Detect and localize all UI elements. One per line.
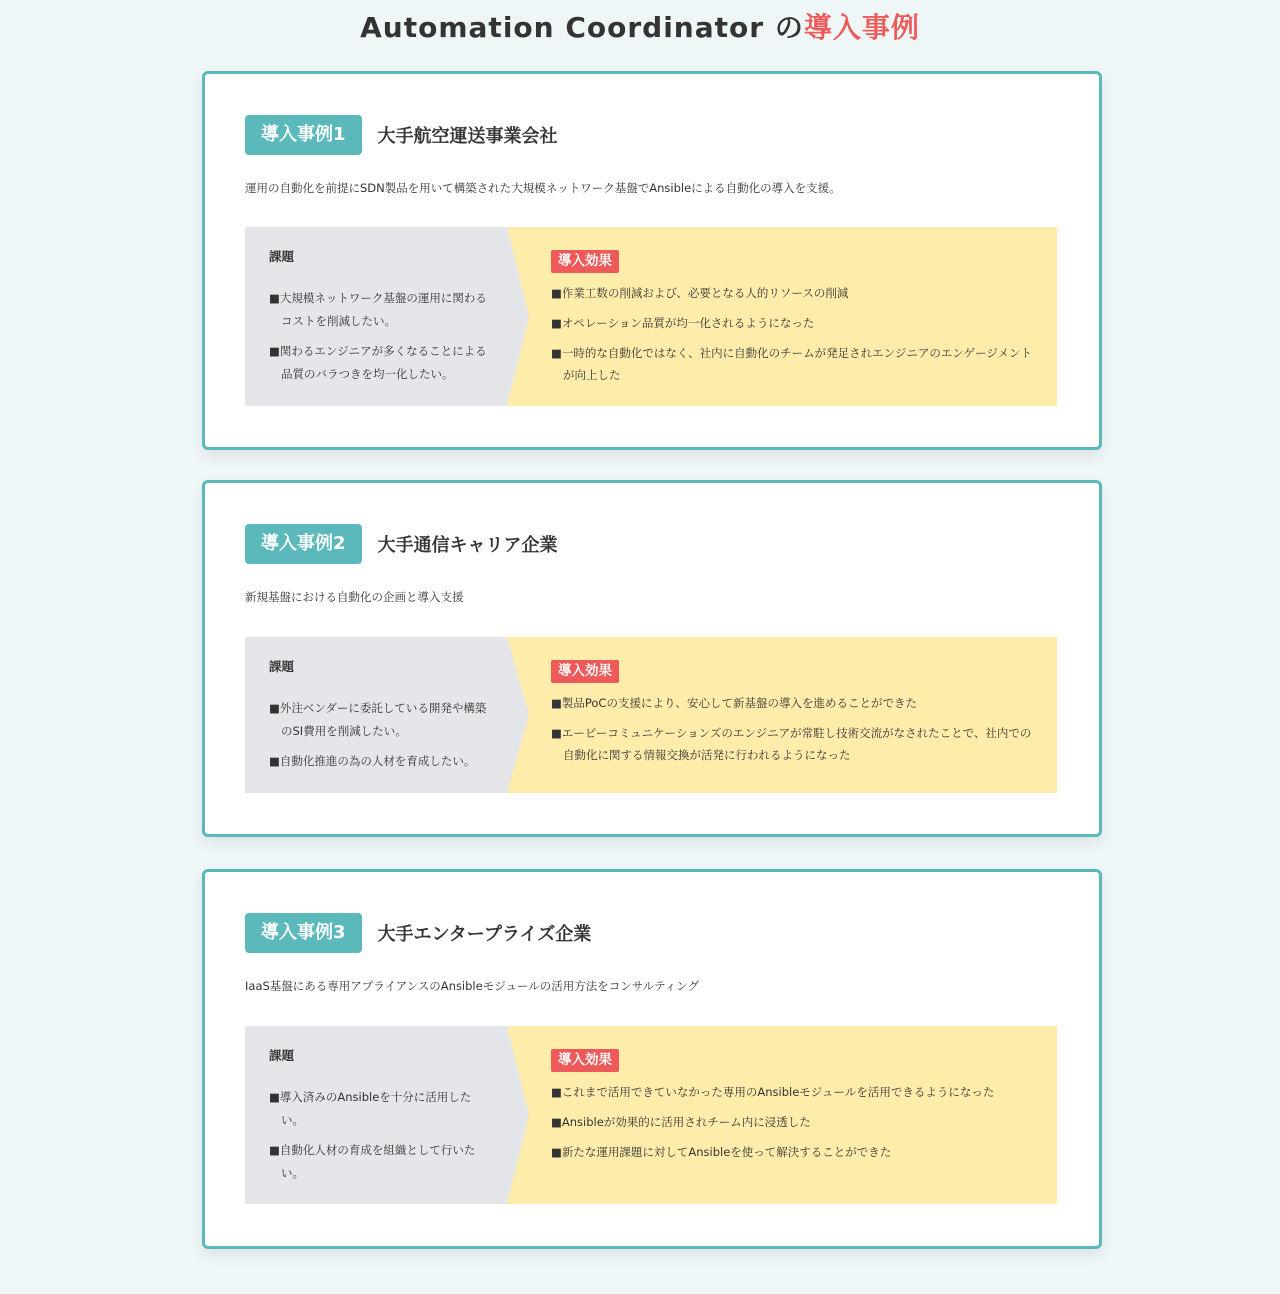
effect-item: ■これまで活用できていなかった専用のAnsibleモジュールを活用できるようになった [551, 1085, 995, 1099]
case-header [245, 913, 591, 953]
effect-item: ■一時的な自動化ではなく、社内に自動化のチームが発足されエンジニアのエンゲージメントが向上した [551, 346, 1033, 382]
issue-item: ■関わるエンジニアが多くなることによる品質のバラつきを均一化したい。 [269, 344, 487, 381]
issues-heading: 課題 [269, 659, 295, 674]
effects-panel [507, 227, 1057, 406]
case-company: 大手通信キャリア企業 [377, 535, 558, 556]
issues-panel [245, 1026, 507, 1204]
effects-badge: 導入効果 [551, 660, 619, 683]
effect-item: ■作業工数の削減および、必要となる人的リソースの削減 [551, 286, 849, 300]
effect-item: ■製品PoCの支援により、安心して新基盤の導入を進めることができた [551, 696, 917, 710]
case-body [245, 227, 1057, 406]
effect-item: ■新たな運用課題に対してAnsibleを使って解決することができた [551, 1145, 892, 1159]
effects-badge: 導入効果 [551, 250, 619, 273]
page-title [0, 0, 1280, 50]
case-header [245, 115, 558, 155]
effects-badge: 導入効果 [551, 1049, 619, 1072]
case-company: 大手航空運送事業会社 [377, 126, 558, 147]
case-description: IaaS基盤にある専用アプライアンスのAnsibleモジュールの活用方法をコンサルティング [245, 979, 700, 993]
case-badge: 導入事例2 [245, 524, 362, 564]
case-badge: 導入事例3 [245, 913, 362, 953]
issue-item: ■自動化人材の育成を組織として行いたい。 [269, 1143, 476, 1180]
case-badge: 導入事例1 [245, 115, 362, 155]
issue-item: ■外注ベンダーに委託している開発や構築のSI費用を削減したい。 [269, 701, 487, 738]
issues-panel [245, 227, 507, 406]
case-card-1 [202, 71, 1102, 450]
issue-item: ■導入済みのAnsibleを十分に活用したい。 [269, 1090, 472, 1127]
effects-panel [507, 1026, 1057, 1204]
case-body [245, 637, 1057, 793]
issues-heading: 課題 [269, 1048, 295, 1063]
case-description: 新規基盤における自動化の企画と導入支援 [245, 590, 464, 604]
case-card-3 [202, 869, 1102, 1249]
issue-item: ■自動化推進の為の人材を育成したい。 [269, 754, 476, 768]
issue-item: ■大規模ネットワーク基盤の運用に関わるコストを削減したい。 [269, 291, 487, 328]
case-company: 大手エンタープライズ企業 [377, 924, 592, 945]
effect-item: ■エーピーコミュニケーションズのエンジニアが常駐し技術交流がなされたことで、社内での自動化に関する情報交換が活発に行われるようになった [551, 726, 1032, 762]
case-header [245, 524, 558, 564]
page-title-prefix: Automation Coordinator の [360, 11, 804, 44]
case-card-2 [202, 480, 1102, 837]
case-description: 運用の自動化を前提にSDN製品を用いて構築された大規模ネットワーク基盤でAnsibleによる自動化の導入を支援。 [245, 181, 841, 195]
page-title-accent: 導入事例 [803, 11, 920, 44]
issues-panel [245, 637, 507, 793]
effects-panel [507, 637, 1057, 793]
case-body [245, 1026, 1057, 1204]
effect-item: ■オペレーション品質が均一化されるようになった [551, 316, 815, 330]
effect-item: ■Ansibleが効果的に活用されチーム内に浸透した [551, 1115, 811, 1129]
issues-heading: 課題 [269, 249, 295, 264]
